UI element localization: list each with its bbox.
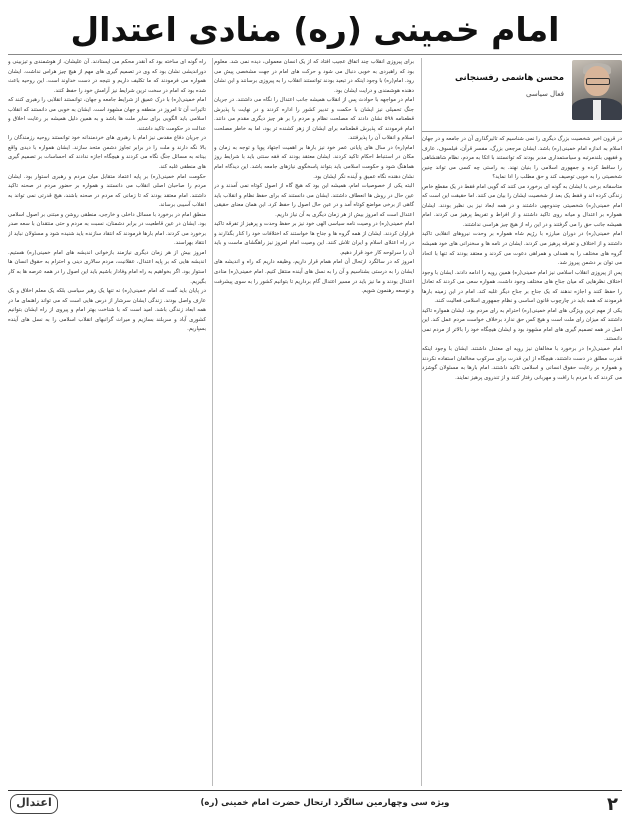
- paragraph: پس از پیروزی انقلاب اسلامی نیز امام خمینی(ره) همین رویه را ادامه دادند. ایشان با وجود اختلاف نظرهایی که میان جناح های مختلف وجود داشت، همواره سعی می کردند که تعادل را حفظ کنند و اجازه ندهند که یک جناح بر جناح دیگر غلبه کند. امام در این زمینه بارها فرمودند که همه باید در چارچوب قانون اساسی و نظام جمهوری اسلامی فعالیت کنند.: [422, 269, 622, 305]
- page-title: امام خمینی (ره) منادی اعتدال: [70, 10, 560, 49]
- supplement-title: ویژه سی وچهارمین سالگرد ارتحال حضرت امام خمینی (ره): [200, 798, 450, 808]
- paragraph: در پایان باید گفت که امام خمینی(ره) نه تنها یک رهبر سیاسی بلکه یک معلم اخلاق و یک عارف واصل بودند. زندگی ایشان سرشار از درس هایی است که می تواند راهنمای ما در همه ابعاد زندگی باشد. امید است که با شناخت بهتر امام و پیروی از راه ایشان بتوانیم کشوری آباد و سربلند بسازیم و میراث گرانبهای انقلاب اسلامی را به نسل های آینده بسپاریم.: [8, 288, 206, 333]
- author-byline: [422, 58, 622, 128]
- paragraph: منطق امام در برخورد با مسائل داخلی و خارجی، منطقی روشن و مبتنی بر اصول اسلامی بود. ایشان در عین قاطعیت در برابر دشمنان، نسبت به مردم و حتی منتقدان با سعه صدر برخورد می کردند. امام بارها فرمودند که انتقاد سازنده باید شنیده شود و مسئولان نباید از انتقاد بهراسند.: [8, 211, 206, 247]
- paragraph: برای پیروزی انقلاب چند اتفاق عجیب افتاد که از یک انسان معمولی، دیده نمی شد. معلوم بود که راهبردی به خوبی دنبال می شود و حرکت های امام در جهت مشخصی پیش می رود. امام(ره) با وجود اینکه در تبعید بودند توانستند انقلاب را به پیروزی برسانند و این نشان دهنده هوشمندی و درایت ایشان بود.: [214, 59, 414, 94]
- paragraph: حکومت امام خمینی(ره) بر پایه اعتماد متقابل میان مردم و رهبری استوار بود. ایشان مردم را صاحبان اصلی انقلاب می دانستند و همواره بر حضور مردم در صحنه تاکید داشتند. امام معتقد بودند که تا زمانی که مردم در صحنه باشند، هیچ قدرتی نمی تواند به انقلاب آسیبی برساند.: [8, 173, 206, 209]
- author-role: فعال سیاسی: [526, 90, 564, 98]
- paragraph: امام خمینی(ره) در دوران مبارزه با رژیم شاه همواره بر وحدت نیروهای انقلابی تاکید داشتند و از اختلاف و تفرقه پرهیز می کردند. ایشان در نامه ها و سخنرانی های خود همیشه گروه های مختلف را به همدلی و همراهی دعوت می کردند و معتقد بودند که تنها با اتحاد می توان بر دشمن پیروز شد.: [422, 231, 622, 267]
- page-number: ۲: [607, 794, 618, 815]
- author-name: محسن هاشمی رفسنجانی: [454, 73, 564, 83]
- paragraph: در جریان دفاع مقدس نیز امام با رهبری های خردمندانه خود توانستند روحیه رزمندگان را بالا نگه دارند و ملت را در برابر تجاوز دشمن متحد سازند. ایشان همواره با دیدی واقع بینانه به مسائل جنگ نگاه می کردند و هیچگاه اجازه ندادند که احساسات بر تصمیم گیری های منطقی غلبه کند.: [8, 135, 206, 171]
- footer-divider: [8, 790, 622, 791]
- byline-divider: [422, 131, 622, 132]
- paragraph: در قرون اخیر شخصیت بزرگ دیگری را نمی شناسیم که تاثیرگذاری آن در جامعه و در جهان اسلام به اندازه امام خمینی(ره) باشد. ایشان مرجعی بزرگ، مفسر قرآن، فیلسوف، عارف و فقیهی بلندمرتبه و سیاستمداری مدبر بودند که توانستند با اتکا به مردم، نظام شاهنشاهی را ساقط کرده و جمهوری اسلامی را بنیان نهند. به راستی چه کسی می تواند چنین شخصیتی را به خوبی توصیف کند و حق مطلب را ادا نماید؟: [422, 136, 622, 181]
- paragraph: امام خمینی(ره) در وصیت نامه سیاسی الهی خود نیز بر حفظ وحدت و پرهیز از تفرقه تاکید فراوان کردند. ایشان از همه گروه ها و جناح ها خواستند که اختلافات خود را کنار بگذارند و در راه اعتلای اسلام و ایران تلاش کنند. این وصیت امام امروز نیز راهگشای ماست و باید آن را سرلوحه کار خود قرار دهیم.: [214, 221, 414, 256]
- paragraph: یکی از مهم ترین ویژگی های امام خمینی(ره) احترام به رای مردم بود. ایشان همواره تاکید داشتند که میزان رای ملت است و هیچ کس حق ندارد برخلاف خواست مردم عمل کند. این اصل در همه تصمیم گیری های امام مشهود بود و ایشان هیچگاه خود را بالاتر از مردم نمی دانستند.: [422, 307, 622, 343]
- article-column-middle: [214, 58, 414, 786]
- paragraph: امام در مواجهه با حوادث پس از انقلاب همیشه جانب اعتدال را نگاه می داشتند. در جریان جنگ تحمیلی نیز ایشان با حکمت و تدبیر کشور را اداره کردند و در نهایت با پذیرش قطعنامه ۵۹۸ نشان دادند که مصلحت نظام و مردم را بر هر چیز دیگری مقدم می دانند. امام فرمودند که پذیرش قطعنامه برای ایشان از زهر کشنده تر بود، اما به خاطر مصلحت اسلام و انقلاب آن را پذیرفتند.: [214, 97, 414, 142]
- page-footer: [0, 794, 630, 816]
- header-divider: [8, 54, 622, 55]
- paragraph: راه گونه ای ساخته بود که آنقدر محکم می ایستادند. آن علیشان، از هوشمندی و تیزبینی و دوراندیشی نشان بود که وی در تصمیم گیری های مهم از هیچ چیز هراس نداشت. ایشان همواره می فرمودند که ما تکلیف داریم و نتیجه در دست خداوند است. این روحیه باعث شده بود که امام در سخت ترین شرایط نیز آرامش خود را حفظ کنند.: [8, 59, 206, 94]
- article-column-right: [422, 58, 622, 786]
- paragraph: امروز که در سالگرد ارتحال آن امام همام قرار داریم، وظیفه داریم که راه و اندیشه های ایشان را به درستی بشناسیم و آن را به نسل های آینده منتقل کنیم. امام خمینی(ره) منادی اعتدال بودند و ما نیز باید در مسیر اعتدال گام برداریم تا بتوانیم کشور را به سوی پیشرفت و توسعه رهنمون شویم.: [214, 259, 414, 295]
- paragraph: امام(ره) در سال های پایانی عمر خود نیز بارها بر اهمیت اجتهاد پویا و توجه به زمان و مکان در استنباط احکام تاکید کردند. ایشان معتقد بودند که فقه سنتی باید با شرایط روز هماهنگ شود و حکومت اسلامی باید بتواند پاسخگوی نیازهای جامعه باشد. این دیدگاه امام نشان دهنده نگاه عمیق و آینده نگر ایشان بود.: [214, 144, 414, 180]
- paragraph: امام خمینی(ره) در برخورد با مخالفان نیز رویه ای معتدل داشتند. ایشان با وجود اینکه قدرت مطلق در دست داشتند، هیچگاه از این قدرت برای سرکوب مخالفان استفاده نکردند و همواره بر رعایت حقوق انسانی و اسلامی تاکید داشتند. امام بارها به مسئولان گوشزد می کردند که با مردم با رافت و مهربانی رفتار کنند و از تندروی پرهیز نمایند.: [422, 346, 622, 381]
- newspaper-logo: اعتدال: [10, 794, 58, 814]
- article-column-left: [8, 58, 206, 786]
- paragraph: امام خمینی(ره) با درک عمیق از شرایط جامعه و جهان، توانستند انقلابی را رهبری کنند که تاثیرات آن تا امروز در منطقه و جهان مشهود است. ایشان به خوبی می دانستند که انقلاب اسلامی باید الگویی برای سایر ملت ها باشد و به همین دلیل همیشه بر رعایت اخلاق و عدالت در حکومت تاکید داشتند.: [8, 97, 206, 132]
- paragraph: متاسفانه برخی با ایشان به گونه ای برخورد می کنند که گویی امام فقط در یک مقطع خاص زندگی کرده اند و فقط یک بعد از شخصیت ایشان را بیان می کنند. اما حقیقت این است که امام خمینی(ره) شخصیتی چندوجهی داشتند و در همه ابعاد نیز بی نظیر بودند. ایشان همواره بر اعتدال و میانه روی تاکید داشتند و از افراط و تفریط پرهیز می کردند. امام همیشه جانب حق را می گرفتند و در این راه از هیچ چیز هراسی نداشتند.: [422, 183, 622, 228]
- author-photo: [572, 60, 622, 120]
- paragraph: امروز بیش از هر زمان دیگری نیازمند بازخوانی اندیشه های امام خمینی(ره) هستیم. اندیشه هایی که بر پایه اعتدال، عقلانیت، مردم سالاری دینی و احترام به حقوق انسان ها استوار بود. اگر بخواهیم به راه امام وفادار باشیم باید این اصول را در همه عرصه ها به کار بگیریم.: [8, 249, 206, 285]
- column-divider: [212, 58, 213, 786]
- paragraph: البته یکی از خصوصیات امام، همیشه این بود که هیچ گاه از اصول کوتاه نمی آمدند و در عین حال در روش ها انعطاف داشتند. ایشان می دانستند که برای حفظ نظام و انقلاب باید گاهی از برخی مواضع کوتاه آمد و در عین حال اصول را حفظ کرد. این همان معنای حقیقی اعتدال است که امروز بیش از هر زمان دیگری به آن نیاز داریم.: [214, 183, 414, 218]
